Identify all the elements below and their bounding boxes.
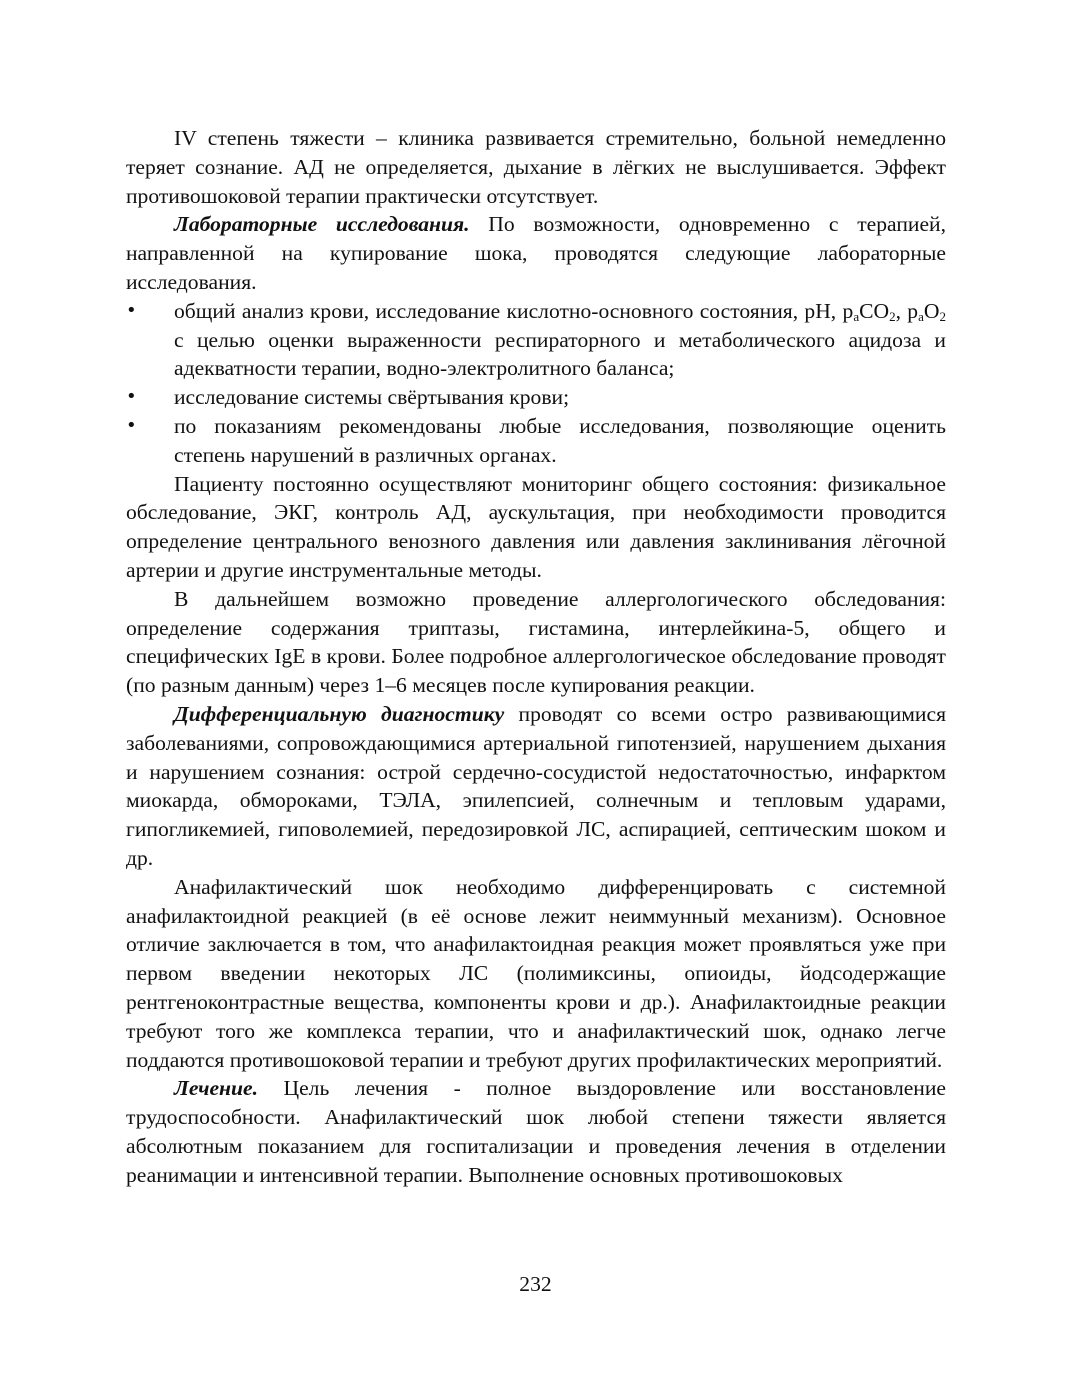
paragraph-anaphylactoid: Анафилактический шок необходимо дифференцировать с системной анафилактоидной реакцией (в её основе лежит неиммунный механизм). Основное отличие заключается в том, что анафилактоидная реакция может проявляться уже при первом введении некоторых ЛС (полимиксины, опиоиды, йодсодержащие рентгеноконтрастные вещества, компоненты крови и др.). Анафилактоидные реакции требуют того же комплекса терапии, что и анафилактический шок, однако легче поддаются противошоковой терапии и требуют других профилактических мероприятий.: [126, 874, 946, 1072]
list-item: • по показаниям рекомендованы любые исследования, позволяющие оценить степень нарушений в различных органах.: [126, 412, 946, 470]
differential-diagnosis-heading: Дифференциальную диагностику: [174, 701, 505, 726]
paragraph-lab-tests: [126, 210, 946, 296]
list-item: • исследование системы свёртывания крови;: [126, 383, 946, 412]
differential-diagnosis-text: проводят со всеми остро развивающимися заболеваниями, сопровождающимися артериальной гипотензией, нарушением дыхания и нарушением сознания: острой сердечно-сосудистой недостаточностью, инфарктом миокарда, обмороками, ТЭЛА, эпилепсией, солнечным и тепловым ударами, гипогликемией, гиповолемией, передозировкой ЛС, аспирацией, септическим шоком и др.: [126, 701, 947, 870]
page-number: 232: [519, 1272, 552, 1296]
list-item: • общий анализ крови, исследование кислотно-основного состояния, pH, $p_aCO_2$, $p_aO_2$ с целью оценки выраженности респираторного и метаболического ацидоза и адекватности терапии, водно-электролитного баланса;: [126, 297, 946, 383]
treatment-text: Цель лечения - полное выздоровление или восстановление трудоспособности. Анафилактический шок любой степени тяжести является абсолютным показанием для госпитализации и проведения лечения в отделении реанимации и интенсивной терапии. Выполнение основных противошоковых: [126, 1076, 946, 1187]
paragraph-monitoring: Пациенту постоянно осуществляют мониторинг общего состояния: физикальное обследование, ЭКГ, контроль АД, аускультация, при необходимости проводится определение центрального венозного давления или давления заклинивания лёгочной артерии и другие инструментальные методы.: [126, 471, 946, 582]
paragraph-treatment: [126, 1074, 946, 1189]
treatment-heading: Лечение.: [174, 1076, 259, 1101]
paragraph-allergy-exam: В дальнейшем возможно проведение аллергологического обследования: определение содержания триптазы, гистамина, интерлейкина-5, общего и специфических IgE в крови. Более подробное аллергологическое обследование проводят (по разным данным) через 1–6 месяцев после купирования реакции.: [126, 586, 946, 698]
lab-tests-text: По возможности, одновременно с терапией, направленной на купирование шока, проводятся следующие лабораторные исследования.: [126, 212, 947, 294]
lab-tests-heading: Лабораторные исследования.: [174, 212, 470, 237]
paragraph-severity-iv: IV степень тяжести – клиника развивается стремительно, больной немедленно теряет сознание. АД не определяется, дыхание в лёгких не выслушивается. Эффект противошоковой терапии практически отсутствует.: [126, 126, 946, 208]
page-body: [126, 124, 946, 1189]
lab-tests-list: [126, 297, 946, 470]
paragraph-differential-diagnosis: [126, 700, 946, 873]
